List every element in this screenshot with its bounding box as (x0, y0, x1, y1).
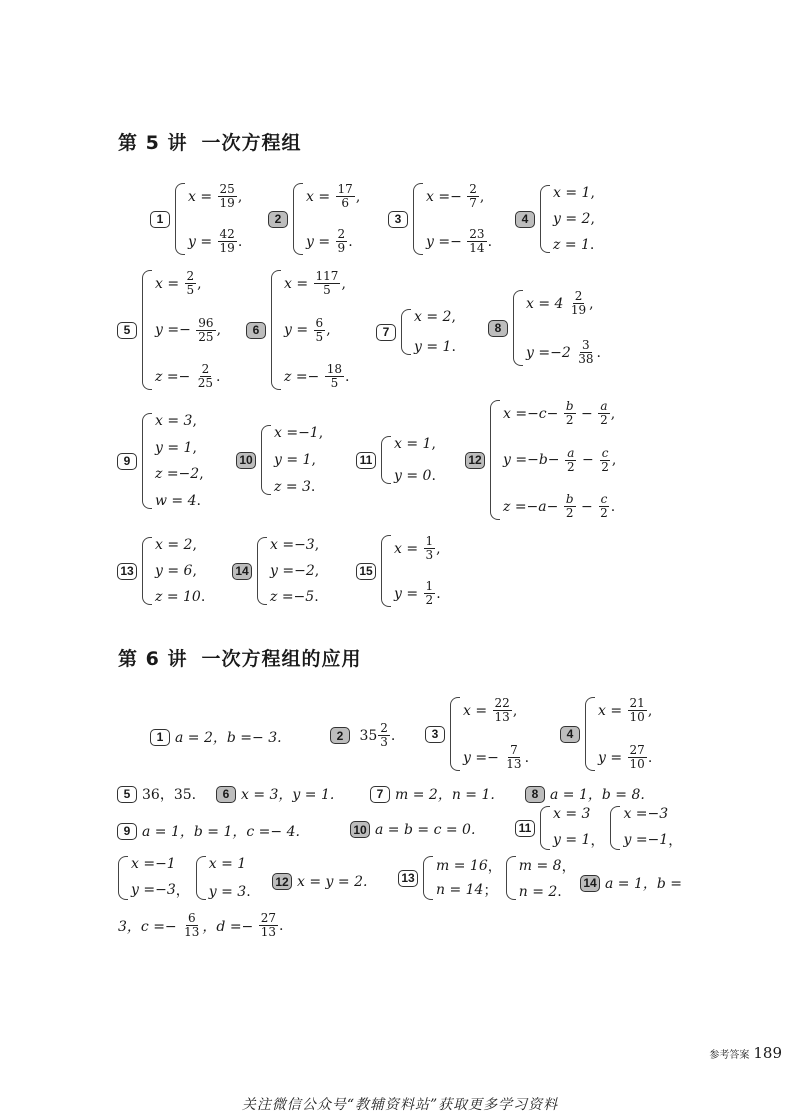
answer-6-5 (117, 784, 196, 804)
answer-5-13: 13 x = 2 , y = 6 , z = 10 . (117, 537, 205, 605)
answer-5-3: 3 x =− $\frac{2}{7}$ , y =− $\frac{23}{14}$ . (388, 183, 492, 255)
answer-text: a = 1，b = (605, 876, 683, 892)
section-6-heading (118, 644, 375, 671)
answer-text: x = 3，y = 1. (241, 787, 335, 803)
number-badge: 14 (232, 563, 252, 580)
number-badge: 8 (488, 320, 508, 337)
answer-6-1 (150, 727, 282, 747)
section-5-heading (118, 128, 315, 155)
footer-label: 参考答案 (709, 1050, 750, 1061)
answer-5-7: 7 x = 2 , y = 1 . (376, 309, 456, 355)
answer-text: 3，c =− (118, 918, 177, 935)
section-5-label: 第 5 讲 (118, 132, 188, 154)
number-badge: 7 (376, 324, 396, 341)
number-badge: 9 (117, 823, 137, 840)
answer-text: a = 1，b = 1，c =− 4. (142, 824, 300, 840)
answer-6-14 (580, 873, 682, 893)
answer-text: 36，35. (142, 787, 197, 803)
answer-6-2: 2 35 $\frac{2}{3}$ . (330, 722, 395, 749)
number-badge: 2 (330, 727, 350, 744)
page-footer (709, 1044, 782, 1062)
section-6-title: 一次方程组的应用 (201, 648, 362, 670)
answer-6-8 (525, 784, 645, 804)
number-badge: 3 (425, 726, 445, 743)
answer-6-7 (370, 784, 495, 804)
number-badge: 5 (117, 786, 137, 803)
number-badge: 10 (350, 821, 370, 838)
page-number: 189 (753, 1044, 782, 1062)
number-badge: 1 (150, 211, 170, 228)
number-badge: 4 (560, 726, 580, 743)
number-badge: 7 (370, 786, 390, 803)
answer-6-9 (117, 821, 300, 841)
answer-5-2: 2 x = $\frac{17}{6}$ , y = $\frac{2}{9}$ . (268, 183, 360, 255)
number-badge: 6 (216, 786, 236, 803)
number-badge: 2 (268, 211, 288, 228)
answer-6-13: 13 m = 16 ， n = 14 ； m = 8 ， n = 2 . (398, 856, 576, 900)
answer-6-14-cont: 3，c =− $\frac{6}{13}$ ，d =− $\frac{27}{13}$ . (118, 911, 284, 939)
answer-5-14: 14 x =−3 , y =−2 , z =−5 . (232, 537, 319, 605)
answer-text: x = y = 2. (297, 873, 368, 890)
section-6-label: 第 6 讲 (118, 648, 188, 670)
answer-6-12 (272, 873, 367, 890)
answer-6-4: 4 x = $\frac{21}{10}$ , y = $\frac{27}{10}$ . (560, 697, 652, 771)
answer-5-9: 9 x = 3 , y = 1 , z =−2 , w = 4 . (117, 413, 204, 509)
number-badge: 8 (525, 786, 545, 803)
answer-text: a = 1，b = 8. (550, 787, 645, 803)
number-badge: 10 (236, 452, 256, 469)
answer-text: a = 2，b =− 3. (175, 730, 282, 746)
answer-5-4: 4 x = 1 , y = 2 , z = 1 . (515, 185, 595, 253)
number-badge: 14 (580, 875, 600, 892)
number-badge: 3 (388, 211, 408, 228)
answer-5-10: 10 x =−1 , y = 1 , z = 3 . (236, 425, 323, 495)
brace (175, 183, 185, 255)
number-badge: 5 (117, 322, 137, 339)
number-badge: 9 (117, 453, 137, 470)
answer-6-6 (216, 784, 334, 804)
number-badge: 15 (356, 563, 376, 580)
answer-6-10 (350, 821, 475, 838)
answer-5-5: 5 x = $\frac{2}{5}$ , y =− $\frac{96}{25}$ , z =− $\frac{2}{25}$ . (117, 270, 221, 390)
watermark: 关注微信公众号“教辅资料站”获取更多学习资料 (241, 1097, 559, 1113)
number-badge: 12 (465, 452, 485, 469)
section-5-title: 一次方程组 (201, 132, 302, 154)
number-badge: 11 (356, 452, 376, 469)
answer-6-11: 11 x = 3 y = 1 ， x =−3 y =−1 ， (515, 806, 682, 850)
number-badge: 12 (272, 873, 292, 890)
number-badge: 13 (117, 563, 137, 580)
number-badge: 1 (150, 729, 170, 746)
answer-5-11: 11 x = 1 , y = 0 . (356, 436, 436, 484)
answer-5-15: 15 x = $\frac{1}{3}$ , y = $\frac{1}{2}$ . (356, 535, 441, 607)
number-badge: 13 (398, 870, 418, 887)
answer-text: m = 2，n = 1. (395, 787, 495, 803)
answer-5-1: 1 x = $\frac{25}{19}$ , y = $\frac{42}{19}$ . (150, 183, 242, 255)
answer-5-12: 12 x =−c− $\frac{b}{2}$ − $\frac{a}{2}$ , y =−b− $\frac{a}{2}$ − $\frac{c}{2}$ , z =−a− $\frac{b}{2}$ − $\frac{c}{2}$ . (465, 400, 616, 520)
answer-text: ，d =− (202, 918, 254, 935)
answer-6-3: 3 x = $\frac{22}{13}$ , y =− $\frac{7}{13}$ . (425, 697, 529, 771)
answer-5-8: 8 x = 4 $\frac{2}{19}$ , y =−2 $\frac{3}{38}$ . (488, 290, 601, 366)
answer-text: a = b = c = 0. (375, 821, 476, 838)
number-badge: 11 (515, 820, 535, 837)
answer-5-6: 6 x = $\frac{117}{5}$ , y = $\frac{6}{5}$ , z =− $\frac{18}{5}$ . (246, 270, 349, 390)
number-badge: 6 (246, 322, 266, 339)
number-badge: 4 (515, 211, 535, 228)
answer-6-11-cont: x =−1 y =−3 ， x = 1 y = 3 . (118, 856, 251, 900)
